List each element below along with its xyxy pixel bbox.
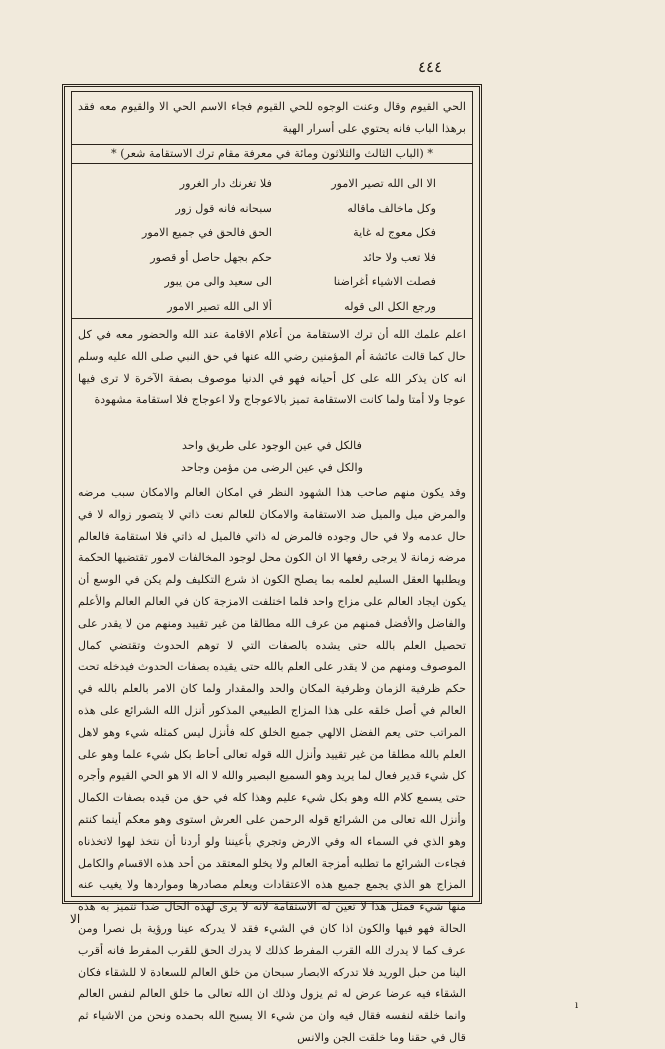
poem-verse: وكل ماخالف ماقاله (347, 201, 436, 215)
poem-verse: ورجع الكل الى قوله (344, 299, 436, 313)
chapter-heading: * (الباب الثالث والثلاثون ومائة في معرفة مقام ترك الاستقامة شعر) * (72, 144, 472, 164)
poem-divider (72, 318, 472, 319)
poem-verse: فلا تغرنك دار الغرور (179, 177, 272, 190)
body-paragraph-2: وقد يكون منهم صاحب هذا الشهود النظر في امكان العالم والامكان سبب مرضه والمرض ميل والميل ضد الاستقامة والامكان للعالم نعت ذاتي لا يتصور زواله لا في حال عدمه ولا في حال وجوده فالمرض له ذاتي فالميل له ذاتي فلا استقامة فالعالم مرضه زمانة لا يرجى رفعها الا ان الكون محل لوجود المخالفات لامور تقتضيها الحكمة ويطلبها العقل السليم لعلمه بما يصلح الكون اذ شرع التكليف ولم يكن في الوسع أن يكون ايجاد العالم على مزاج واحد فلما اختلفت الامزجة كان في العالم العالم والأعلم والفاضل والأفضل فمنهم من عرف الله مطالقا من غير تقييد ومنهم من لا يقدر على تحصيل العلم بالله حتى يشده بالصفات التي لا توهم الحدوث وتقتضي كمال الموصوف ومنهم من لا يقدر على العلم بالله حتى يقيده بصفات الحدوث فيدخله تحت حكم ظرفية الزمان وظرفية المكان والحد والمقدار ولما كان الامر بالعلم بالله في العالم في أصل خلقه على هذا المزاج الطبيعي المذكور أنزل الله الشرائع على هذه المراتب حتى يعم الفضل الالهي جميع الخلق كله فأنزل ليس كمثله شيء وهو لاهل العلم بالله مطلقا من غير تقييد وأنزل الله قوله تعالى أحاط بكل شيء علما وهو على كل شيء قدير فعال لما يريد وهو السميع البصير والله لا اله الا هو الحي القيوم وأجره حتى يسمع كلام الله وهو بكل شيء عليم وهذا كله في حق من قيده بصفات الكمال وأنزل الله تعالى من الشرائع قوله الرحمن على العرش استوى وهو معكم أينما كنتم وهو الذي في السماء اله وفي الارض وتجري بأعيننا ولو أردنا أن نتخذ لهوا لاتخذناه فجاءت الشرائع ما تطلبه أمزجة العالم ولا يخلو المعتقد من أحد هذه الاقسام والكامل المزاج هو الذي يجمع جميع هذه الاعتقادات ويعلم مصادرها ومواردها ولا يغيب عنه منها شيء فمثل هذا لا تعين له الاستقامة لانه لا يرى لهذه الحال ضدا تتميز به هذه الحالة فهو فيها والكون اذا كان في الشيء فقد لا يدركه عينا ورؤية بل نصرا ومن عرف كما لا يدرك الله القرب المفرط كذلك لا يدرك الحق للقرب المفرط فانه أقرب الينا من حبل الوريد فلا تدركه الابصار سبحان من خلق العالم للسعادة لا للشقاء فكان الشقاء فيه عرضا عرض له ثم يزول وذلك ان الله تعالى ما خلق العالم لنفس العالم وانما خلقه لنفسه فقال فيه وان من شيء الا يسبح الله بحمده ونحن من الاشياء ثم قال في حقنا وما خلقت الجن والانس (78, 486, 466, 1044)
verse-line: والكل في عين الرضى من مؤمن وجاحد (181, 461, 363, 474)
poem-right-column (286, 172, 436, 319)
poem-verse: فلا تعب ولا حائد (362, 250, 436, 264)
intro-paragraph: الحي القيوم وقال وعنت الوجوه للحي القيوم فجاء الاسم الحي الا والقيوم معه فقد برهذا الباب فانه يحتوي على أسرار الهية (78, 100, 466, 135)
poem-verse: ألا الى الله تصير الامور (167, 299, 272, 313)
poem-verse: حكم بجهل حاصل أو قصور (150, 250, 272, 264)
page-frame (62, 84, 482, 1044)
catchword: الا (70, 912, 81, 926)
page-number: ٤٤٤ (418, 58, 443, 76)
poem-verse: سبحانه فانه قول زور (175, 201, 272, 215)
verse-line: فالكل في عين الوجود على طريق واحد (182, 439, 362, 452)
text-block (71, 91, 473, 1044)
poem-verse: الا الى الله تصير الامور (331, 177, 436, 190)
poem-left-column (122, 172, 272, 319)
poem-verse: فكل معوج له غاية (353, 226, 436, 239)
poem-verse: الى سعيد والى من يبور (164, 275, 272, 288)
margin-mark: ı (575, 1000, 579, 1011)
poem-verse: الحق فالحق في جميع الامور (141, 226, 272, 239)
body-paragraph-1: اعلم علمك الله أن ترك الاستقامة من أعلام الاقامة عند الله والحضور معه في كل حال كما قالت عائشة أم المؤمنين رضي الله عنها في حق النبي صلى الله عليه وسلم انه كان يذكر الله على كل أحيانه فهو في الدنيا موصوف بصفة الآخرة لا ترى فيها عوجا ولا أمتا ولما كانت الاستقامة تميز بالاعوجاج ولا اعوجاج فلا استقامة مشهودة (78, 328, 466, 407)
poem-block (72, 166, 472, 318)
poem-verse: فصلت الاشياء أغراضنا (333, 275, 436, 288)
